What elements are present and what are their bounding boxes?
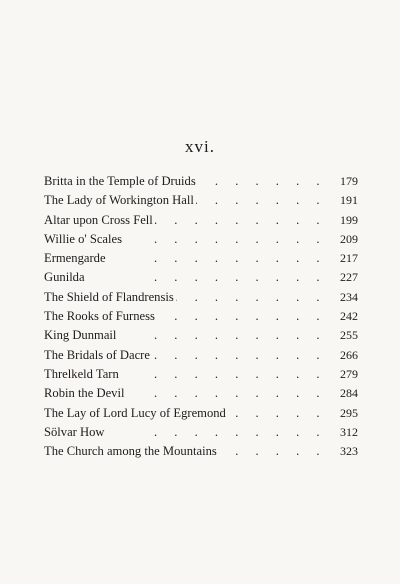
page-number: xvi. xyxy=(185,137,215,156)
toc-entry-page: 279 xyxy=(340,366,358,381)
toc-entry-page: 284 xyxy=(340,386,358,401)
toc-entry-title: Willie o' Scales xyxy=(44,230,124,249)
toc-entry xyxy=(44,346,358,365)
toc-entry-title: Gunilda xyxy=(44,268,87,287)
toc-entry-page: 312 xyxy=(340,424,358,439)
table-of-contents xyxy=(44,172,358,461)
toc-entry-title: Robin the Devil xyxy=(44,384,126,403)
toc-entry-page: 199 xyxy=(340,212,358,227)
toc-entry-page: 217 xyxy=(340,251,358,266)
toc-entry xyxy=(44,404,358,423)
toc-entry xyxy=(44,326,358,345)
toc-entry-title: The Shield of Flandrensis xyxy=(44,288,176,307)
toc-entry-title: Britta in the Temple of Druids xyxy=(44,172,198,191)
toc-entry xyxy=(44,249,358,268)
toc-entry xyxy=(44,191,358,210)
toc-entry-title: The Church among the Mountains xyxy=(44,442,219,461)
toc-entry-title: Ermengarde xyxy=(44,249,108,268)
toc-entry xyxy=(44,442,358,461)
toc-entry-title: The Bridals of Dacre xyxy=(44,346,152,365)
toc-entry-page: 295 xyxy=(340,405,358,420)
toc-entry-page: 227 xyxy=(340,270,358,285)
toc-entry-page: 242 xyxy=(340,309,358,324)
toc-entry xyxy=(44,172,358,191)
toc-entry-page: 266 xyxy=(340,347,358,362)
toc-entry-page: 234 xyxy=(340,289,358,304)
toc-entry-page: 179 xyxy=(340,174,358,188)
toc-entry xyxy=(44,384,358,403)
toc-entry-title: King Dunmail xyxy=(44,326,118,345)
toc-entry-page: 191 xyxy=(340,193,358,208)
toc-entry-page: 323 xyxy=(340,444,358,459)
toc-entry-title: Altar upon Cross Fell xyxy=(44,211,155,230)
toc-entry xyxy=(44,365,358,384)
toc-entry xyxy=(44,423,358,442)
toc-entry-page: 255 xyxy=(340,328,358,343)
leader-dots xyxy=(44,268,330,287)
toc-entry xyxy=(44,211,358,230)
toc-entry-title: The Rooks of Furness xyxy=(44,307,157,326)
toc-entry xyxy=(44,230,358,249)
toc-entry-title: The Lay of Lord Lucy of Egremond xyxy=(44,404,228,423)
toc-entry xyxy=(44,288,358,307)
toc-entry-page: 209 xyxy=(340,231,358,246)
toc-entry-title: Threlkeld Tarn xyxy=(44,365,121,384)
toc-entry-title: Sölvar How xyxy=(44,423,107,442)
toc-entry xyxy=(44,307,358,326)
toc-entry-title: The Lady of Workington Hall xyxy=(44,191,196,210)
toc-entry xyxy=(44,268,358,287)
